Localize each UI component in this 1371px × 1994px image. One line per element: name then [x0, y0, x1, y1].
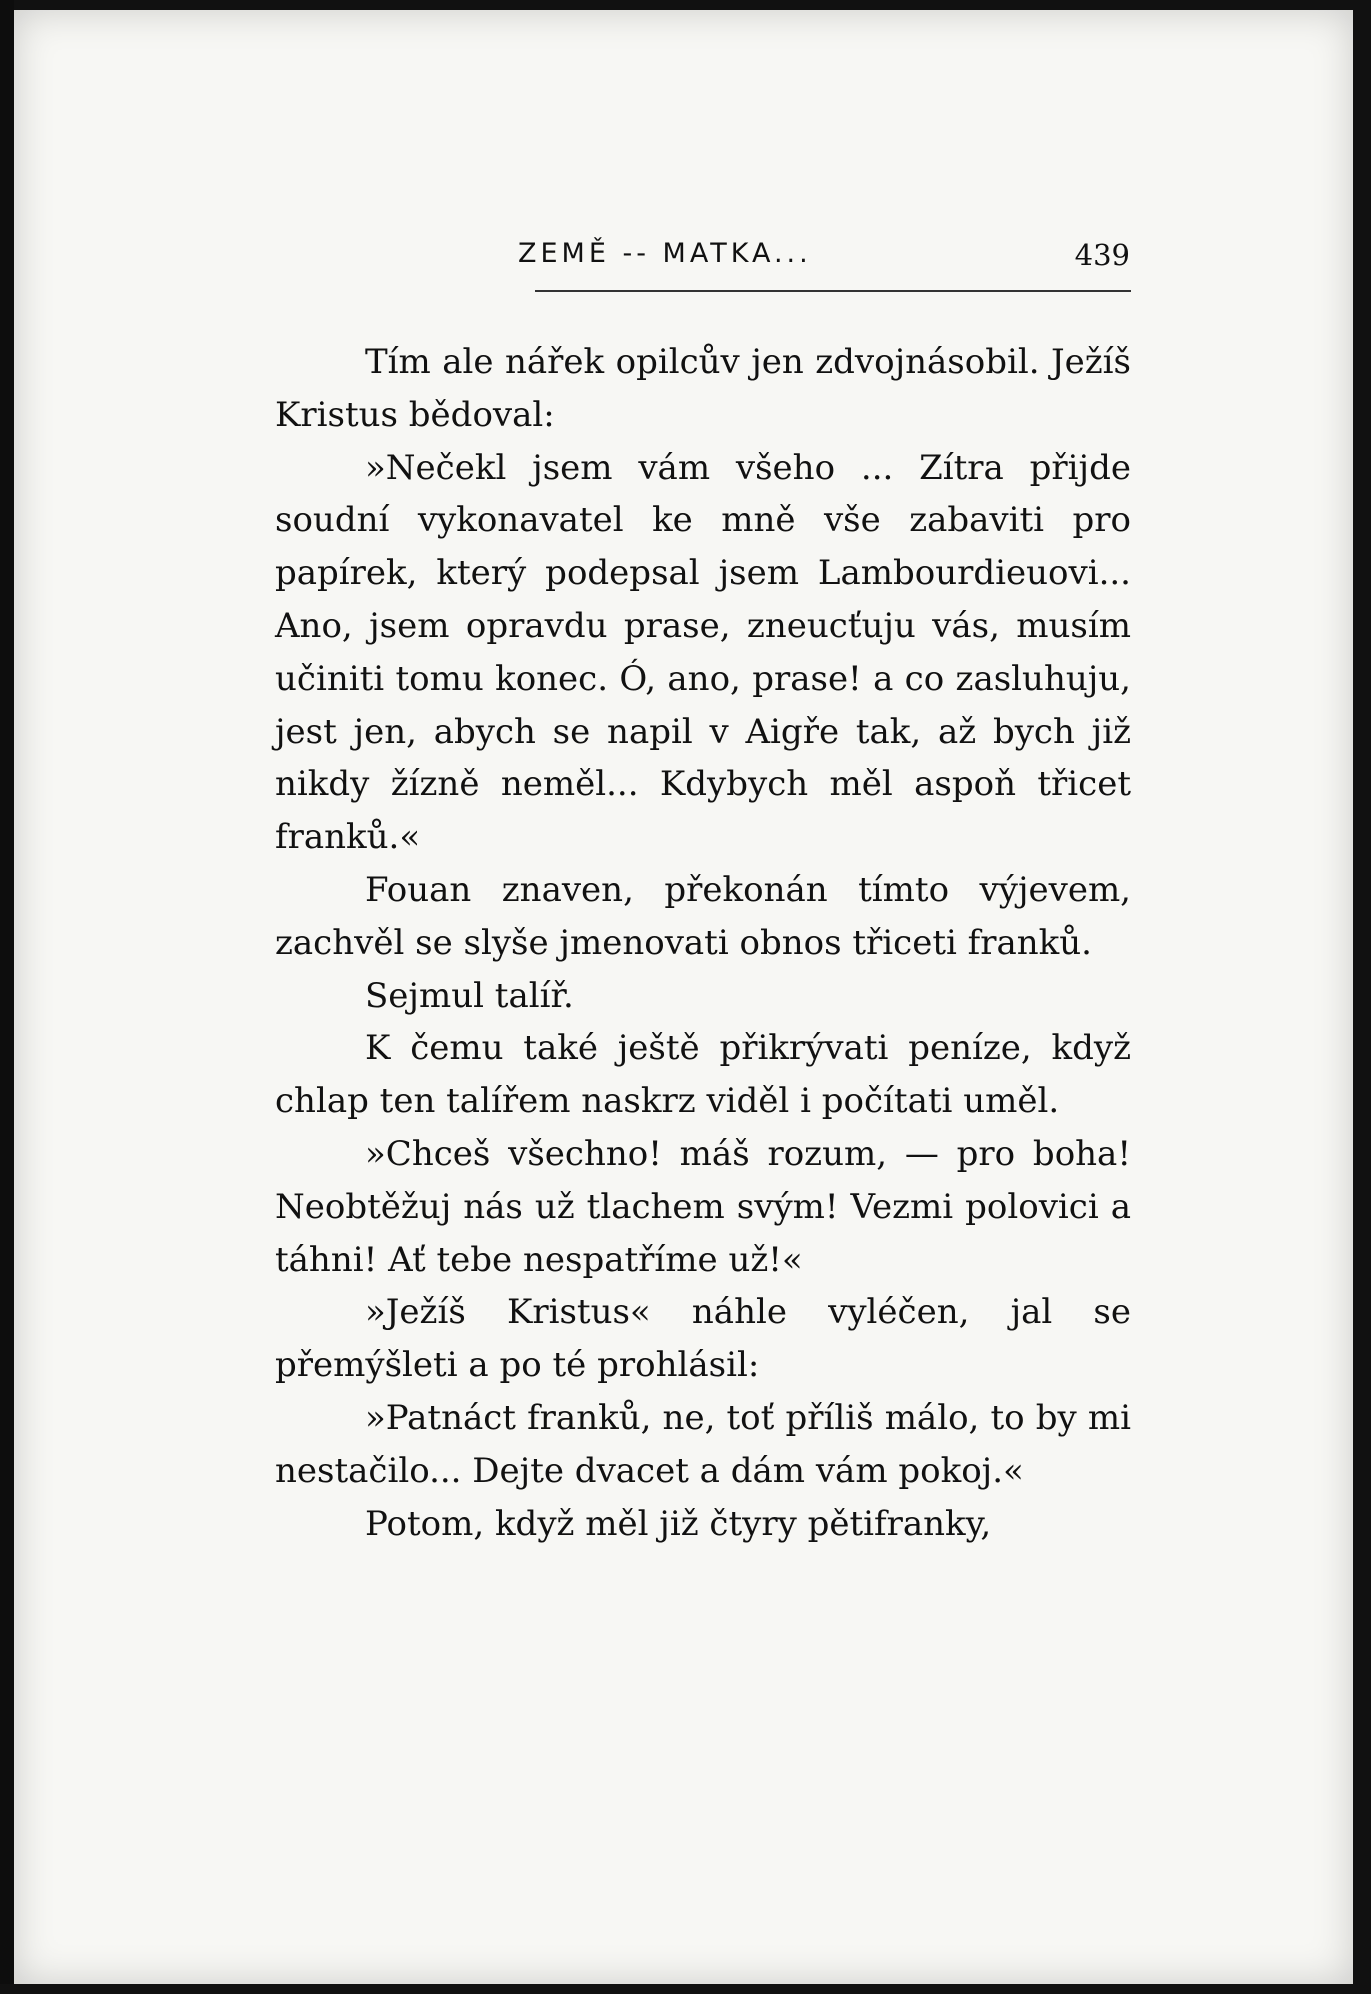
scan-border-bottom: [0, 1984, 1371, 1994]
paragraph: »Nečekl jsem vám všeho ... Zítra přijde soudní vykonavatel ke mně vše zabaviti pro papírek, který podepsal jsem Lambourdieuovi... Ano, jsem opravdu prase, zneucťuju vás, musím učiniti tomu konec. Ó, ano, prase! a co zasluhuju, jest jen, abych se napil v Aigře tak, až bych již nikdy žízně neměl... Kdybych měl aspoň třicet franků.«: [275, 447, 1131, 858]
body-text: [275, 336, 1131, 1550]
paragraph: »Ježíš Kristus« náhle vyléčen, jal se přemýšleti a po té prohlásil:: [275, 1292, 1131, 1386]
paragraph: Fouan znaven, překonán tímto výjevem, zachvěl se slyše jmenovati obnos třiceti franků.: [275, 869, 1131, 963]
scan-border-left: [0, 0, 14, 1994]
running-head: ZEMĚ -- MATKA...: [518, 238, 812, 269]
paragraph: K čemu také ještě přikrývati peníze, když chlap ten talířem naskrz viděl i počítati uměl.: [275, 1028, 1131, 1122]
scan-border-right: [1353, 0, 1371, 1994]
header-rule: [535, 290, 1131, 292]
scan-border-top: [0, 0, 1371, 10]
paragraph: »Patnáct franků, ne, toť příliš málo, to by mi nestačilo... Dejte dvacet a dám vám pokoj.«: [275, 1397, 1131, 1491]
paragraph: Sejmul talíř.: [365, 975, 574, 1016]
paragraph: Tím ale nářek opilcův jen zdvojnásobil. Ježíš Kristus bědoval:: [275, 342, 1131, 435]
page-header: [518, 230, 1130, 278]
page-number: 439: [1074, 238, 1130, 272]
paragraph: »Chceš všechno! máš rozum, — pro boha! Neobtěžuj nás už tlachem svým! Vezmi polovici a táhni! Ať tebe nespatříme už!«: [275, 1133, 1131, 1280]
paragraph: Potom, když měl již čtyry pětifranky,: [365, 1503, 992, 1544]
